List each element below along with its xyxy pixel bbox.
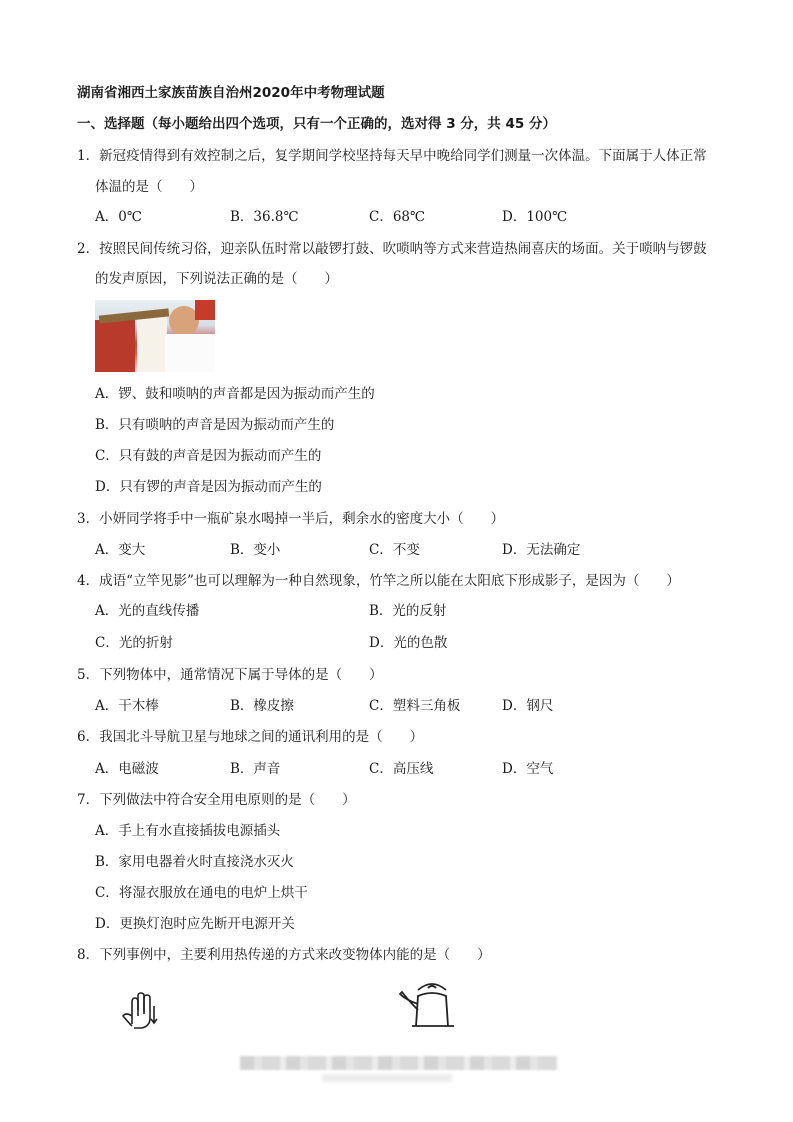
question-4-option-c: C．光的折射 <box>95 635 173 651</box>
question-8-stem: 8．下列事例中，主要利用热传递的方式来改变物体内能的是（ ） <box>77 947 491 963</box>
question-7-option-d: D．更换灯泡时应先断开电源开关 <box>95 916 295 932</box>
section-heading: 一、选择题（每小题给出四个选项，只有一个正确的，选对得 3 分，共 45 分） <box>77 116 556 132</box>
exam-title: 湖南省湘西土家族苗族自治州2020年中考物理试题 <box>77 85 385 101</box>
question-6-stem: 6．我国北斗导航卫星与地球之间的通讯利用的是（ ） <box>77 729 424 745</box>
question-1-option-d: D．100℃ <box>502 209 568 225</box>
question-6-option-d: D．空气 <box>502 761 554 777</box>
question-5-option-a: A．干木棒 <box>95 698 159 714</box>
question-6-option-c: C．高压线 <box>369 761 434 777</box>
question-1-option-c: C．68℃ <box>369 209 426 225</box>
question-7-option-b: B．家用电器着火时直接浇水灭火 <box>95 854 294 870</box>
question-7-option-c: C．将湿衣服放在通电的电炉上烘干 <box>95 885 308 901</box>
question-4-option-d: D．光的色散 <box>369 635 448 651</box>
question-1-option-b: B．36.8℃ <box>230 209 299 225</box>
question-5-option-d: D．钢尺 <box>502 698 554 714</box>
question-3-option-b: B．变小 <box>230 542 281 558</box>
question-6-option-b: B．声音 <box>230 761 281 777</box>
question-2-option-c: C．只有鼓的声音是因为振动而产生的 <box>95 448 322 464</box>
question-2-option-a: A．锣、鼓和唢呐的声音都是因为振动而产生的 <box>95 386 375 402</box>
question-3-stem: 3．小妍同学将手中一瓶矿泉水喝掉一半后，剩余水的密度大小（ ） <box>77 511 505 527</box>
question-5-option-b: B．橡皮擦 <box>230 698 294 714</box>
question-4-option-b: B．光的反射 <box>369 603 447 619</box>
watermark-strip-2 <box>322 1074 452 1082</box>
question-6-option-a: A．电磁波 <box>95 761 159 777</box>
question-5-stem: 5．下列物体中，通常情况下属于导体的是（ ） <box>77 667 383 683</box>
question-1-stem-cont: 体温的是（ ） <box>95 179 203 195</box>
watermark-strip <box>240 1056 558 1070</box>
question-3-option-a: A．变大 <box>95 542 146 558</box>
question-3-option-c: C．不变 <box>369 542 420 558</box>
suona-player-photo <box>95 300 215 372</box>
rubbing-hands-icon <box>118 990 164 1030</box>
question-7-option-a: A．手上有水直接插拔电源插头 <box>95 823 281 839</box>
question-2-stem: 2．按照民间传统习俗，迎亲队伍时常以敲锣打鼓、吹唢呐等方式来营造热闹喜庆的场面。关于唢呐与锣鼓 <box>77 241 707 257</box>
question-2-option-d: D．只有锣的声音是因为振动而产生的 <box>95 479 322 495</box>
question-1-stem: 1．新冠疫情得到有效控制之后，复学期间学校坚持每天早中晚给同学们测量一次体温。下面属于人体正常 <box>77 148 707 164</box>
question-2-stem-cont: 的发声原因，下列说法正确的是（ ） <box>95 271 338 287</box>
question-2-option-b: B．只有唢呐的声音是因为振动而产生的 <box>95 417 335 433</box>
question-3-option-d: D．无法确定 <box>502 542 581 558</box>
question-1-option-a: A．0℃ <box>95 209 142 225</box>
question-5-option-c: C．塑料三角板 <box>369 698 461 714</box>
question-4-option-a: A．光的直线传播 <box>95 603 200 619</box>
kettle-icon <box>398 980 466 1028</box>
question-7-stem: 7．下列做法中符合安全用电原则的是（ ） <box>77 792 356 808</box>
question-4-stem: 4．成语“立竿见影”也可以理解为一种自然现象，竹竿之所以能在太阳底下形成影子，是因为（ ） <box>77 573 680 589</box>
